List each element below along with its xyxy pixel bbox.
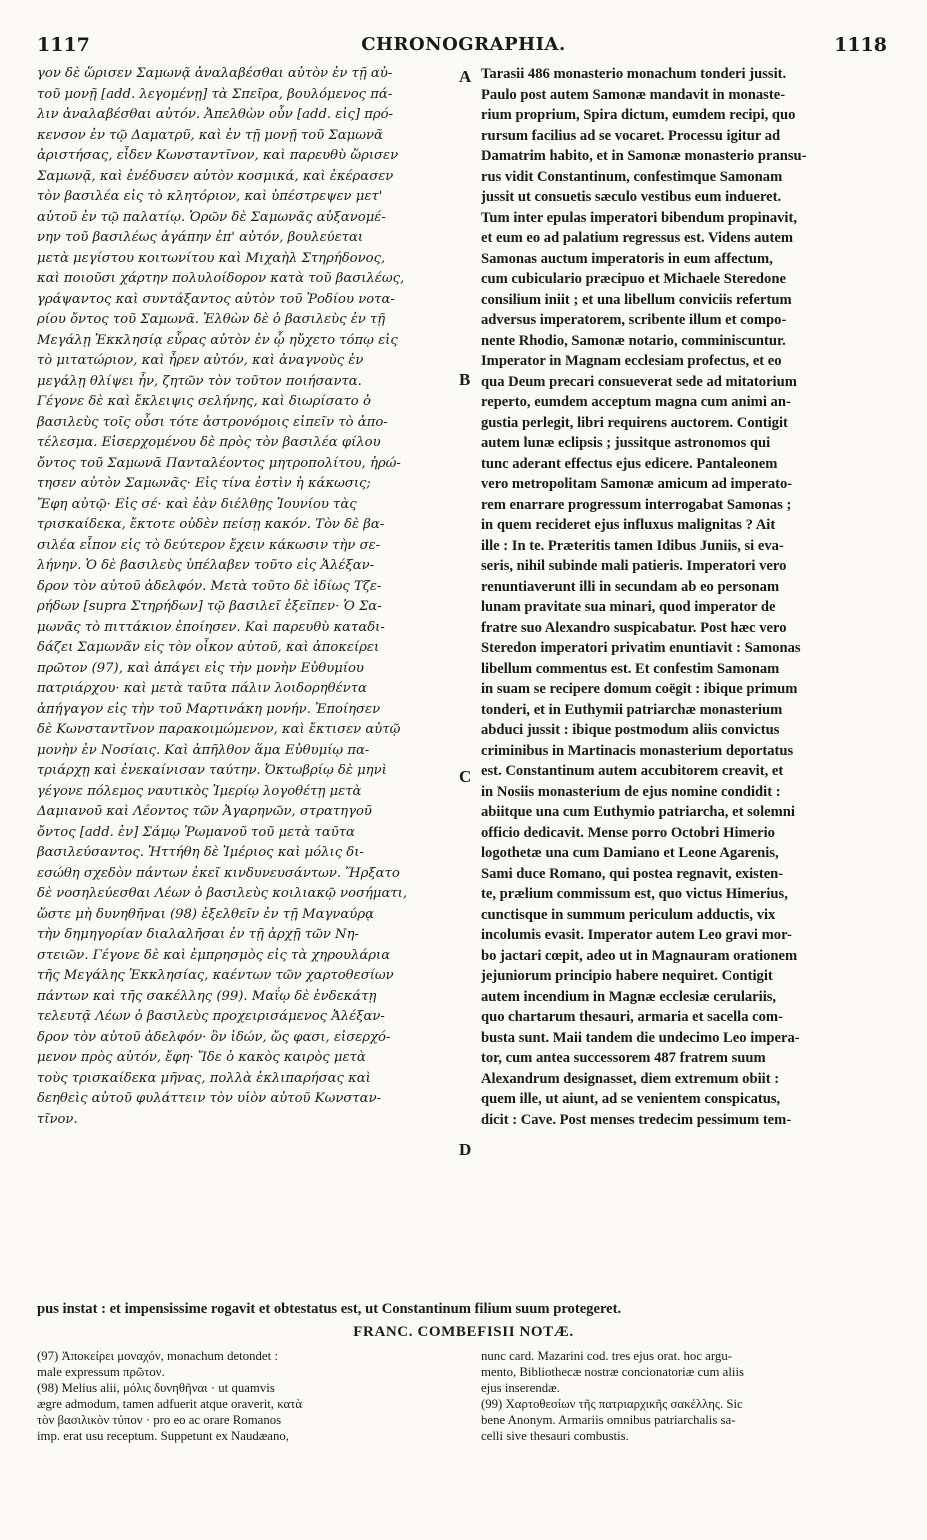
page-number-left: 1117	[37, 34, 90, 56]
running-title: CHRONOGRAPHIA.	[361, 34, 566, 55]
latin-text-line: nente Rhodio, Samonæ notario, comminiscuntur.	[481, 332, 786, 349]
note-line: male expressum πρῶτον.	[37, 1365, 165, 1379]
latin-text-line: te, prælium commissum est, quo victus Himerius,	[481, 886, 788, 902]
latin-text-line: bo jactari cœpit, adeo ut in Magnauram orationem	[481, 947, 798, 964]
latin-text-line: autem incendium in Magnæ ecclesiæ cerulariis,	[481, 988, 777, 1005]
greek-text-line: Δαμιανοῦ καὶ Λέοντος τῶν Ἀγαρηνῶν, στρατηγοῦ	[37, 804, 372, 819]
note-line: bene Anonym. Armariis omnibus patriarchalis sa-	[481, 1413, 736, 1427]
greek-text-line: τοὺς τρισκαίδεκα μῆνας, πολλὰ ἐκλιπαρήσας καὶ	[37, 1070, 371, 1086]
notes-right-column	[481, 1348, 893, 1444]
note-line: ægre admodum, tamen adfuerit atque oraverit, κατὰ	[37, 1397, 303, 1411]
latin-text-line: jussit ut consuetis sæculo vestibus eum indueret.	[481, 189, 782, 205]
note-line: mento, Bibliothecæ nostræ concionatoriæ cum aliis	[481, 1365, 745, 1379]
greek-text-line: ὥστε μὴ δυνηθῆναι (98) ἐξελθεῖν ἐν τῇ Μαγναύρᾳ	[37, 906, 374, 922]
latin-text-line: rursum facilius ad se vocaret. Processu igitur ad	[481, 127, 781, 144]
margin-letter-b: B	[459, 370, 471, 389]
greek-text-line: τῖνον.	[37, 1111, 78, 1127]
greek-text-line: τριάρχῃ καὶ ἐνεκαίνισαν ταύτην. Ὀκτωβρίῳ δὲ μηνὶ	[37, 763, 387, 778]
latin-text-line: quem ille, ut aiunt, ad se venientem conspicatus,	[481, 1091, 781, 1107]
latin-text-line: qua Deum precari consueverat sede ad mitatorium	[481, 373, 797, 390]
latin-text-line: incolumis evasit. Imperator autem Leo gravi mor-	[481, 927, 792, 943]
latin-text-line: rem enarrare progressum interrogabat Samonas ;	[481, 496, 792, 513]
latin-text-line: lunam pravitate sua minari, quod imperator de	[481, 599, 776, 615]
latin-text-line: criminibus in Martinacis monasterium deportatus	[481, 742, 794, 759]
notes-title: FRANC. COMBEFISII NOTÆ.	[353, 1324, 574, 1340]
greek-text-line: δάζει Σαμωνᾶν εἰς τὸν οἶκον αὐτοῦ, καὶ ἀποκείρει	[37, 640, 380, 655]
latin-text-line: Imperator in Magnam ecclesiam profectus, et eo	[481, 353, 782, 369]
latin-text-line: Tarasii 486 monasterio monachum tonderi jussit.	[481, 66, 787, 82]
greek-text-line: τῆς Μεγάλης Ἐκκλησίας, καέντων τῶν χαρτοθεσίων	[37, 968, 394, 983]
greek-text-line: γράψαντος καὶ συντάξαντος αὐτὸν τοῦ Ῥοδίου νοτα-	[37, 291, 395, 307]
note-line: celli sive thesauri combustis.	[481, 1429, 629, 1443]
margin-letter-a: A	[459, 67, 472, 86]
greek-text-line: τέλεσμα. Εἰσερχομένου δὲ πρὸς τὸν βασιλέα φίλου	[37, 435, 381, 450]
latin-text-line: cunctisque in summum periculum adductis, vix	[481, 906, 776, 923]
latin-text-line: abduci jussit : ibique postmodum aliis convictus	[481, 722, 780, 738]
greek-text-column	[37, 64, 457, 1130]
note-line: imp. erat usu receptum. Suppetunt ex Naudæano,	[37, 1429, 289, 1443]
note-line: (99) Χαρτοθεσίων τῆς πατριαρχικῆς σακέλλης. Sic	[481, 1397, 743, 1411]
greek-text-line: δὲ νοσηλεύεσθαι Λέων ὁ βασιλεὺς κοιλιακῷ νοσήματι,	[37, 886, 408, 901]
continuation-line: pus instat : et impensissime rogavit et obtestatus est, ut Constantinum filium suum protegeret.	[37, 1301, 622, 1317]
greek-text-line: μεγάλῃ θλίψει ἦν, ζητῶν τὸν τοῦτον ποιήσαντα.	[37, 373, 362, 389]
latin-text-line: seris, nihil subinde mali patieris. Imperatori vero	[481, 558, 787, 574]
greek-text-line: πρῶτον (97), καὶ ἀπάγει εἰς τὴν μονὴν Εὐθυμίου	[37, 660, 364, 676]
latin-text-line: renuntiaverunt illi in secundam ab eo personam	[481, 578, 780, 595]
latin-text-line: autem lunæ eclipsis ; jussitque astronomos qui	[481, 435, 771, 451]
latin-text-line: quo chartarum thesauri, armaria et sacella com-	[481, 1009, 783, 1025]
latin-text-line: Paulo post autem Samonæ mandavit in monaste-	[481, 86, 786, 103]
note-line: τὸν βασιλικὸν τύπον · pro eo ac orare Romanos	[37, 1413, 282, 1427]
margin-letter-d: D	[459, 1140, 472, 1159]
note-line: ejus inserendæ.	[481, 1381, 560, 1395]
latin-text-line: in Nosiis monasterium de ejus nomine condidit :	[481, 783, 781, 800]
note-line: (98) Melius alii, μόλις δυνηθῆναι · ut quamvis	[37, 1381, 275, 1395]
greek-text-line: κενσον ἐν τῷ Δαματρῦ, καὶ ἐν τῇ μονῇ τοῦ Σαμωνᾶ	[37, 127, 383, 143]
latin-text-line: adversus imperatorem, scribente illum et compo-	[481, 312, 787, 328]
latin-text-line: cum cubiculario præcipuo et Michaele Steredone	[481, 271, 786, 287]
greek-text-line: αὐτοῦ ἐν τῷ παλατίῳ. Ὁρῶν δὲ Σαμωνᾶς αὐξανομέ-	[37, 209, 386, 225]
page-number-right: 1118	[834, 34, 887, 56]
latin-text-line: tunc aderant effectus ejus edicere. Pantaleonem	[481, 455, 778, 472]
greek-text-line: γον δὲ ὥρισεν Σαμωνᾷ ἀναλαβέσθαι αὐτὸν ἐν τῇ αὐ-	[37, 66, 393, 81]
greek-text-line: βασιλεύσαντος. Ἡττήθη δὲ Ἱμέριος καὶ μόλις δι-	[37, 845, 364, 860]
greek-text-line: τὸν βασιλέα εἰς τὸ κλητόριον, καὶ ὑπέστρεψεν μετ'	[37, 189, 383, 204]
latin-text-line: rus vidit Constantinum, confestimque Samonam	[481, 168, 783, 185]
greek-text-line: τὴν δημηγορίαν διαλαλῆσαι ἐν τῇ ἀρχῇ τῶν Νη-	[37, 927, 359, 942]
latin-text-line: ille : In te. Præteritis tamen Idibus Juniis, si eva-	[481, 537, 784, 554]
greek-text-line: ρίου ὄντος τοῦ Σαμωνᾶ. Ἐλθὼν δὲ ὁ βασιλεὺς ἐν τῇ	[37, 312, 386, 327]
latin-text-line: Samonas auctum imperatoris in eum affectum,	[481, 250, 773, 267]
notes-left-column	[37, 1348, 457, 1444]
greek-text-line: ὄντος [add. ἐν] Σάμῳ Ῥωμανοῦ τοῦ μετὰ ταῦτα	[37, 824, 355, 840]
latin-text-line: libellum commentus est. Et confestim Samonam	[481, 660, 780, 677]
greek-text-line: τοῦ μονῇ [add. λεγομένῃ] τὰ Σπεῖρα, βουλόμενος πά-	[37, 86, 393, 102]
latin-text-line: logothetæ una cum Damiano et Leone Agarenis,	[481, 845, 779, 861]
greek-text-line: δεηθεὶς αὐτοῦ φυλάττειν τὸν υἱὸν αὐτοῦ Κωνσταν-	[37, 1091, 382, 1106]
latin-text-line: Damatrim habito, et in Samonæ monasterio pransu-	[481, 148, 807, 164]
greek-text-line: εσώθη σχεδὸν πάντων ἐκεῖ κινδυνευσάντων. Ἤρξατο	[37, 865, 400, 881]
latin-text-line: in quem recideret ejus influxus malignitas ? Ait	[481, 517, 776, 533]
greek-text-line: Μεγάλῃ Ἐκκλησίᾳ εὗρας αὐτὸν ἐν ᾧ ηὔχετο τόπῳ εἰς	[37, 332, 398, 348]
greek-text-line: τελευτᾷ Λέων ὁ βασιλεὺς προχειρισάμενος Ἀλέξαν-	[37, 1009, 385, 1024]
greek-text-line: μενον πρὸς αὐτόν, ἔφη· Ἴδε ὁ κακὸς καιρὸς μετὰ	[37, 1050, 366, 1065]
latin-text-line: est. Constantinum autem accubitorem creavit, et	[481, 763, 784, 779]
greek-text-line: πατριάρχου· καὶ μετὰ ταῦτα πάλιν λοιδορηθέντα	[37, 681, 367, 696]
note-line: nunc card. Mazarini cod. tres ejus orat. hoc argu-	[481, 1349, 732, 1363]
greek-text-line: τὸ μιτατώριον, καὶ ἦρεν αὐτόν, καὶ ἀναγνοὺς ἐν	[37, 353, 364, 368]
greek-text-line: σιλέα εἶπον εἰς τὸ δεύτερον ἔχειν κάκωσιν τὴν σε-	[37, 537, 381, 553]
greek-text-line: νην τοῦ βασιλέως ἀγάπην ἐπ' αὐτόν, βουλεύεται	[37, 230, 364, 245]
latin-text-line: Sami duce Romano, qui postea regnavit, existen-	[481, 865, 784, 882]
greek-text-line: μετὰ μεγίστου κοιτωνίτου καὶ Μιχαὴλ Στηρήδονος,	[37, 250, 386, 266]
latin-text-line: reperto, eumdem acceptum magna cum animi an-	[481, 394, 791, 410]
latin-text-line: Steredon imperatori privatim enuntiavit : Samonas	[481, 640, 801, 656]
greek-text-line: γέγονε πόλεμος ναυτικὸς Ἱμερίῳ λογοθέτῃ μετὰ	[37, 783, 362, 799]
greek-text-line: δρον τὸν αὐτοῦ ἀδελφόν· ὃν ἰδών, ὥς φασι, εἰσερχό-	[37, 1029, 391, 1045]
greek-text-line: μονὴν ἐν Νοσίαις. Καὶ ἀπῆλθον ἅμα Εὐθυμίῳ πα-	[37, 742, 370, 758]
running-header	[0, 34, 927, 58]
greek-text-line: καὶ ποιοῦσι χάρτην πολυλοίδορον κατὰ τοῦ βασιλέως,	[37, 271, 405, 286]
greek-text-line: Σαμωνᾷ, καὶ ἐνέδυσεν αὐτὸν κοσμικά, καὶ ἐκέρασεν	[37, 168, 394, 184]
greek-text-line: Γέγονε δὲ καὶ ἔκλειψις σελήνης, καὶ διωρίσατο ὁ	[37, 394, 371, 409]
latin-text-line: jejuniorum principio habere nequiret. Contigit	[481, 968, 773, 984]
latin-text-line: tonderi, et in Euthymii patriarchæ monasterium	[481, 701, 783, 718]
greek-text-line: τρισκαίδεκα, ἔκτοτε οὐδὲν πείσῃ κακόν. Τὸν δὲ βα-	[37, 517, 385, 532]
latin-text-line: vero metropolitam Samonæ amicum ad imperato-	[481, 476, 793, 492]
latin-text-line: gustia perlegit, libri requirens auctorem. Contigit	[481, 414, 788, 431]
latin-text-line: busta sunt. Maii tandem die undecimo Leo impera-	[481, 1029, 800, 1046]
greek-text-line: ἀριστήσας, εἶδεν Κωνσταντῖνον, καὶ παρευθὺ ὥρισεν	[37, 148, 399, 163]
margin-letter-c: C	[459, 767, 472, 786]
greek-text-line: βασιλεὺς τοῖς οὖσι τότε ἀστρονόμοις εἰπεῖν τὸ ἀπο-	[37, 414, 388, 430]
greek-text-line: μωνᾶς τὸ πιττάκιον ἐποίησεν. Καὶ παρευθὺ καταδι-	[37, 619, 385, 635]
latin-text-line: Alexandrum designasset, diem extremum obiit :	[481, 1070, 780, 1087]
latin-text-column	[481, 64, 893, 1130]
latin-text-line: fratre suo Alexandro suspicabatur. Post hæc vero	[481, 619, 787, 636]
greek-text-line: τησεν αὐτὸν Σαμωνᾶς· Εἰς τίνα ἐστὶν ἡ κάκωσις;	[37, 476, 371, 491]
greek-text-line: ὄντος τοῦ Σαμωνᾶ Πανταλέοντος μητροπολίτου, ἠρώ-	[37, 455, 401, 471]
latin-text-line: consilium iniit ; et una libellum conviciis refertum	[481, 291, 792, 308]
latin-text-line: in suam se recipere domum coëgit : ibique primum	[481, 681, 798, 697]
greek-text-line: δρον τὸν αὐτοῦ ἀδελφόν. Μετὰ τοῦτο δὲ ἰδίως Τζε-	[37, 578, 382, 594]
greek-text-line: λιν ἀναλαβέσθαι αὐτόν. Ἀπελθὼν οὖν [add. εἰς] πρό-	[37, 107, 394, 122]
latin-text-line: rium proprium, Spira dictum, eumdem recipi, quo	[481, 107, 796, 123]
latin-text-line: dicit : Cave. Post menses tredecim pessimum tem-	[481, 1111, 792, 1128]
greek-text-line: ρήδων [supra Στηρήδων] τῷ βασιλεῖ ἐξεῖπεν· Ὁ Σα-	[37, 599, 382, 614]
greek-text-line: ἀπήγαγον εἰς τὴν τοῦ Μαρτινάκη μονήν. Ἐποίησεν	[37, 701, 381, 717]
latin-text-line: abiitque una cum Euthymio patriarcha, et solemni	[481, 804, 795, 820]
greek-text-line: δὲ Κωνσταντῖνον παρακοιμώμενον, καὶ ἔκτισεν αὐτῷ	[37, 722, 401, 737]
greek-text-line: λήνην. Ὁ δὲ βασιλεὺς ὑπέλαβεν τοῦτο εἰς Ἀλέξαν-	[37, 558, 375, 573]
greek-text-line: στειῶν. Γέγονε δὲ καὶ ἐμπρησμὸς εἰς τὰ χηρουλάρια	[37, 947, 391, 963]
greek-text-line: Ἔφη αὐτῷ· Εἰς σέ· καὶ ἐὰν διέλθῃς Ἰουνίου τὰς	[37, 496, 357, 512]
greek-text-line: πάντων καὶ τῆς σακέλλης (99). Μαΐῳ δὲ ἑνδεκάτῃ	[37, 988, 377, 1004]
note-line: (97) Ἀποκείρει μοναχόν, monachum detondet :	[37, 1349, 278, 1363]
latin-text-line: Tum inter epulas imperatori bibendum propinavit,	[481, 209, 797, 226]
latin-text-line: tor, cum antea successorem 487 fratrem suum	[481, 1050, 766, 1066]
latin-text-line: et eum eo ad palatium regressus est. Videns autem	[481, 230, 793, 246]
latin-text-line: officio dedicavit. Mense porro Octobri Himerio	[481, 824, 775, 841]
